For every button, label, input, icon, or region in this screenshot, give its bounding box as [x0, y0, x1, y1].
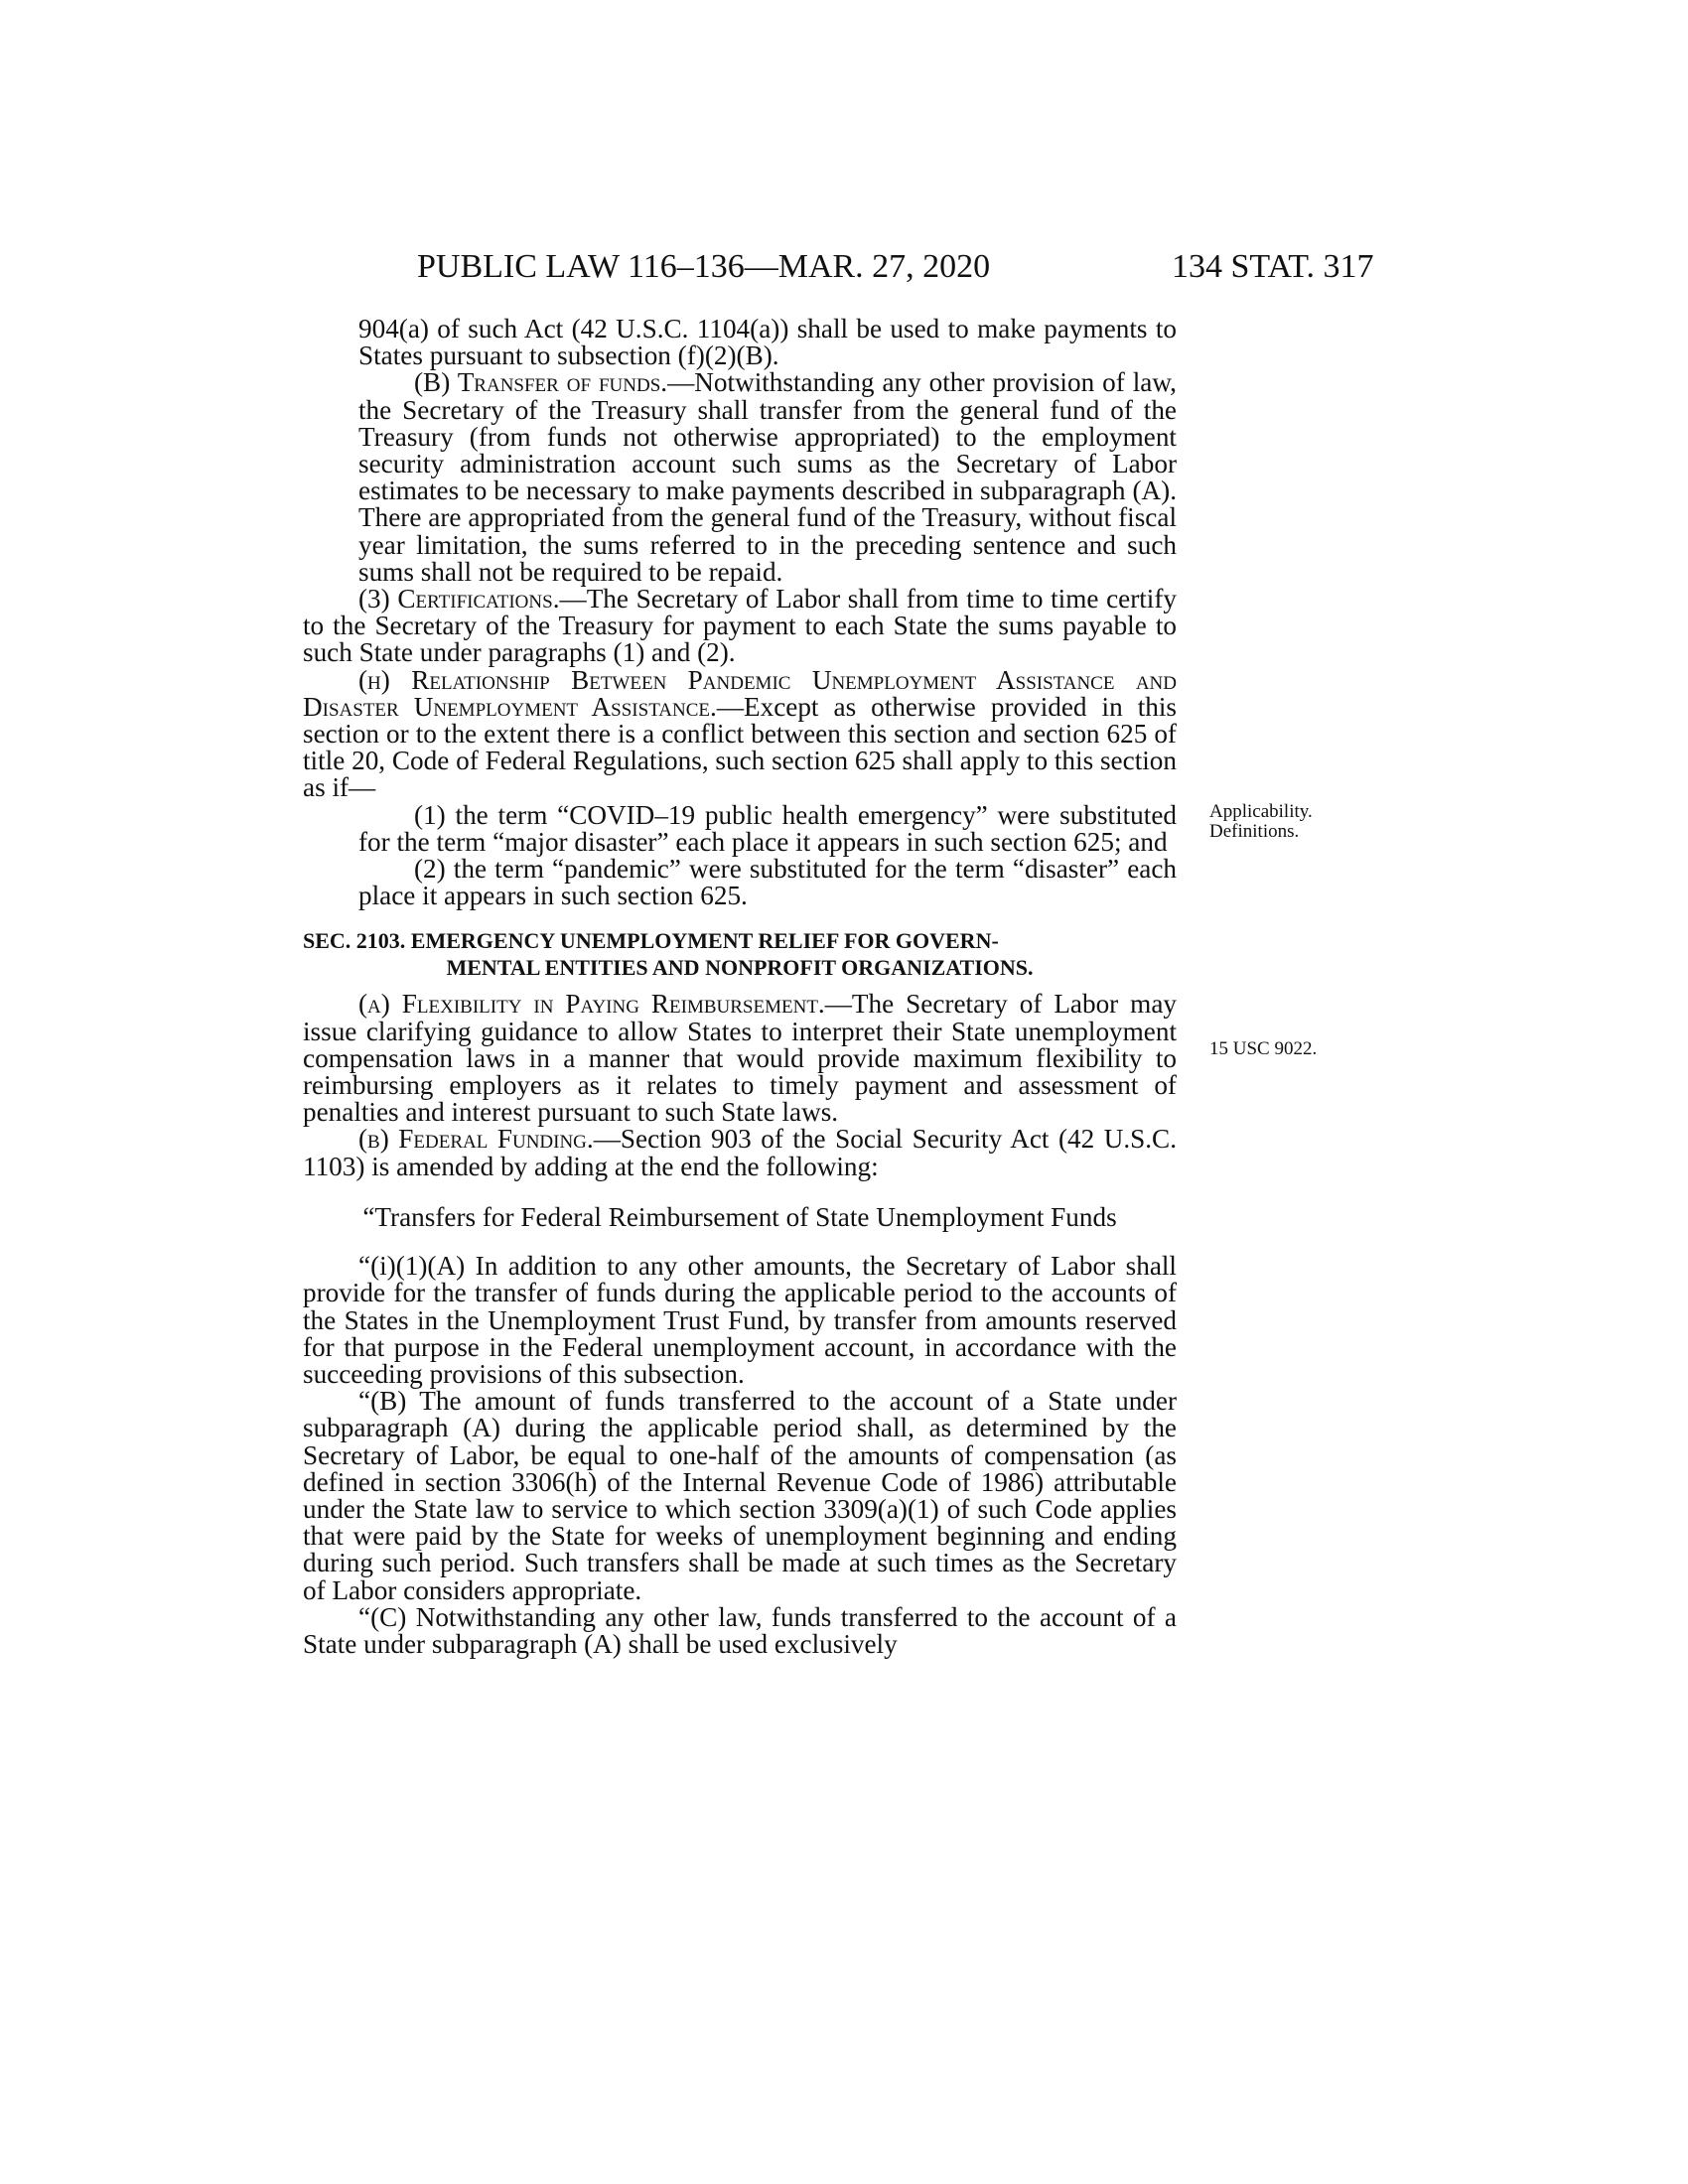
paragraph-certifications — [303, 586, 1177, 667]
margin-note-definitions-text: Definitions. — [1209, 821, 1300, 842]
paragraph-text: —Section 903 of the Social Security Act (42 U.S.C. 1103) is amended by adding at the end the following: — [303, 1124, 1177, 1181]
section-heading — [303, 927, 1177, 981]
inserted-heading: “Transfers for Federal Reimbursement of State Unemployment Funds — [362, 1201, 1117, 1232]
paragraph-heading: (h) Relationship Between Pandemic Unemployment Assistance and Disaster Unemployment Assistance. — [303, 664, 1177, 722]
paragraph-b: “(B) The amount of funds transferred to the account of a State under subparagraph (A) during the applicable period shall, as determined by the Secretary of Labor, be equal to one-half of the amounts of compensation (as defined in section 3306(h) of the Internal Revenue Code of 1986) attributable under the State law to service to which section 3309(a)(1) of such Code applies that were paid by the State for weeks of unemployment beginning and ending during such period. Such transfers shall be made at such times as the Secretary of Labor considers appropriate. — [303, 1386, 1177, 1605]
paragraph-text: —Except as otherwise provided in this section or to the extent there is a conflict between this section and section 625 of title 20, Code of Federal Regulations, such section 625 shall apply to this section as if— — [303, 691, 1177, 803]
margin-note-applicability-text: Applicability. — [1209, 801, 1313, 822]
paragraph-continuation: 904(a) of such Act (42 U.S.C. 1104(a)) shall be used to make payments to States pursuant to subsection (f)(2)(B). — [358, 314, 1177, 371]
paragraph-heading: (B) Transfer of funds. — [414, 367, 668, 398]
section-heading-line-2: MENTAL ENTITIES AND NONPROFIT ORGANIZATIONS. — [446, 955, 1034, 981]
running-header-title: PUBLIC LAW 116–136—MAR. 27, 2020 — [417, 248, 991, 285]
paragraph-transfer-of-funds — [303, 369, 1177, 586]
paragraph-text: —The Secretary of Labor may issue clarifying guidance to allow States to interpret their State unemployment compensation laws in a manner that would provide maximum flexibility to reimbursing employers as it relates to timely payment and assessment of penalties and interest pursuant to such State laws. — [303, 989, 1177, 1128]
paragraph-heading: (a) Flexibility in Paying Reimbursement. — [358, 989, 825, 1020]
document-body — [303, 316, 1177, 1658]
margin-note-applicability — [1209, 802, 1313, 842]
section-heading-line-1: SEC. 2103. EMERGENCY UNEMPLOYMENT RELIEF FOR GOVERN- — [303, 928, 999, 954]
paragraph-item-1: (1) the term “COVID–19 public health emergency” were substituted for the term “major disaster” each place it appears in such section 625; and — [358, 799, 1177, 857]
paragraph-item-2: (2) the term “pandemic” were substituted for the term “disaster” each place it appears in such section 625. — [358, 854, 1177, 911]
paragraph-heading: (b) Federal Funding. — [358, 1124, 594, 1155]
paragraph-text: —The Secretary of Labor shall from time to time certify to the Secretary of the Treasury for payment to each State the sums payable to such State under paragraphs (1) and (2). — [303, 584, 1178, 668]
paragraph-heading: (3) Certifications. — [358, 584, 560, 614]
paragraph-relationship — [303, 664, 1177, 803]
page-stat-number: 134 STAT. 317 — [1172, 248, 1374, 285]
paragraph-i-1-a: “(i)(1)(A) In addition to any other amounts, the Secretary of Labor shall provide for the transfer of funds during the applicable period to the accounts of the States in the Unemployment Trust Fund, by transfer from amounts reserved for that purpose in the Federal unemployment account, in accordance with the succeeding provisions of this subsection. — [303, 1251, 1177, 1389]
paragraph-c: “(C) Notwithstanding any other law, funds transferred to the account of a State under subparagraph (A) shall be used exclusively — [303, 1601, 1177, 1659]
paragraph-flexibility — [303, 991, 1177, 1126]
paragraph-text: —Notwithstanding any other provision of law, the Secretary of the Treasury shall transfer from the general fund of the Treasury (from funds not otherwise appropriated) to the employment security administration account such sums as the Secretary of Labor estimates to be necessary to make payments described in subparagraph (A). There are appropriated from the general fund of the Treasury, without fiscal year limitation, the sums referred to in the preceding sentence and such sums shall not be required to be repaid. — [358, 367, 1177, 587]
margin-note-usc: 15 USC 9022. — [1209, 1038, 1318, 1059]
paragraph-federal-funding — [303, 1126, 1177, 1179]
